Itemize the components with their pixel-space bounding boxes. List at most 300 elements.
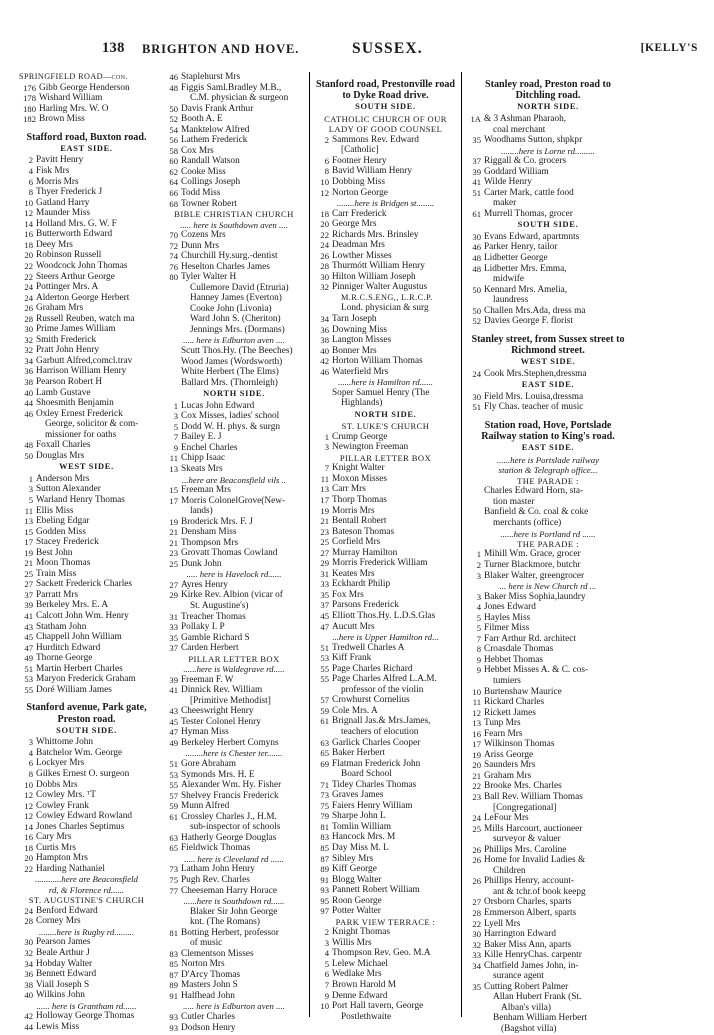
resident-name: Kiff George [332,864,377,875]
resident-name: Brown Miss [39,114,85,125]
directory-entry [19,345,154,356]
directory-entry [164,411,304,422]
directory-entry [164,114,304,125]
directory-entry [19,590,154,601]
directory-entry [467,750,629,761]
house-number: 24 [472,813,481,824]
directory-entry [19,409,154,420]
directory-entry [467,623,629,634]
directory-entry [19,611,154,622]
directory-entry [19,198,154,209]
directory-entry [315,716,456,727]
house-number: 36 [24,969,33,980]
entry-continuation: Blaker Sir John George [190,906,278,917]
street-description: Hove, Portslade Railway station to King's road. [481,419,615,443]
resident-name: Filmer Miss [484,623,530,634]
entry-continuation: tumiers [493,675,521,686]
house-number: 5 [476,612,481,623]
house-number: 50 [169,103,178,114]
directory-entry [315,759,456,770]
directory-entry [467,560,629,571]
house-number: 49 [24,653,33,664]
house-number: 9 [476,665,481,676]
entry-continuation: Children [493,865,526,876]
house-number: 178 [23,93,36,104]
house-number: 26 [472,855,481,866]
house-number: 4 [324,948,329,959]
cross-street-reference: ......here is Hamilton rd...... [338,377,433,388]
house-number: 70 [169,230,178,241]
house-number: 12 [472,707,481,718]
directory-entry [164,622,304,633]
resident-name: Jones Charles Septimus [36,821,125,832]
resident-name: Churchill Hy.surg.-dentist [181,251,278,262]
resident-name: Fisk Mrs [36,166,70,177]
resident-name: Baker Herbert [332,748,385,759]
directory-entry [315,272,456,283]
directory-entry [19,261,154,272]
house-number: 41 [169,685,178,696]
resident-name: Blogg Walter [332,874,382,885]
resident-name: Ellis Miss [36,505,74,516]
house-number: 5 [476,623,481,634]
house-number: 30 [472,231,481,242]
directory-entry [315,219,456,230]
resident-name: Dobbing Miss [332,176,385,187]
resident-name: Mills Harcourt, auctioneer [484,823,583,834]
cross-street-reference: ......here is Portland rd ...... [500,528,596,539]
resident-name: Riggall & Co. grocers [484,156,567,167]
resident-name: Oxley Ernest Frederick [36,408,123,419]
resident-name: Symonds Mrs. H. E [181,769,255,780]
resident-name: Gore Abraham [181,758,236,769]
resident-name: Hatherly George Douglas [181,832,277,843]
directory-entry [19,780,154,791]
house-number: 21 [24,558,33,569]
house-number: 68 [169,198,178,209]
resident-name: Thorne George [36,653,93,664]
house-number: 55 [24,684,33,695]
resident-name: Morris ColonelGrove(New- [181,495,286,506]
house-number: 33 [169,622,178,633]
resident-name: Orsborn Charles, sparts [484,897,572,908]
directory-entry [467,760,629,771]
resident-name: Sibley Mrs [332,853,374,864]
house-number: 47 [169,727,178,738]
house-number: 22 [320,229,329,240]
street-heading [467,420,629,442]
entry-continuation: [Primitive Methodist] [190,695,271,706]
directory-entry [467,285,629,296]
house-number: 180 [23,103,36,114]
house-number: 12 [320,187,329,198]
directory-entry [19,969,154,980]
directory-entry [315,854,456,865]
house-number: 37 [24,589,33,600]
house-number: 18 [24,842,33,853]
house-number: 58 [169,145,178,156]
directory-entry [164,167,304,178]
directory-entry [19,240,154,251]
directory-entry [19,250,154,261]
resident-name: Dinnick Rev. William [181,685,263,696]
house-number: 13 [169,464,178,474]
house-number: 20 [320,219,329,230]
house-number: 27 [320,547,329,558]
directory-entry [164,401,304,412]
house-number: 20 [472,760,481,771]
directory-entry [467,919,629,930]
resident-name: Maryon Frederick Graham [36,674,136,685]
resident-name: Steers Arthur George [36,271,115,282]
resident-name: Shelvey Francis Frederick [181,790,279,801]
directory-entry [164,685,304,696]
house-number: 15 [24,526,33,537]
directory-entry [315,600,456,611]
house-number: 41 [24,611,33,621]
house-number: 43 [24,621,33,632]
directory-entry [467,209,629,220]
resident-name: Willis Mrs [332,937,372,948]
resident-name: Thyer Frederick J [36,187,103,198]
resident-name: Norton Mrs [181,959,225,970]
resident-name: Crump George [332,431,388,442]
house-number: 35 [472,135,481,146]
cross-street-reference: rd, & Florence rd...... [48,884,125,895]
directory-entry [164,199,304,210]
directory-entry [164,843,304,854]
directory-entry [315,864,456,875]
resident-name: Anderson Mrs [36,473,90,484]
resident-name: Shoesmith Benjamin [36,398,114,409]
resident-name: Phillips Mrs. Caroline [484,844,567,855]
directory-entry [164,738,304,749]
resident-name: Wilde Henry [484,177,532,188]
directory-entry [164,548,304,559]
running-head [14,40,700,66]
resident-name: Pugh Rev. Charles [181,874,250,885]
house-number: 32 [24,334,33,345]
house-number: 93 [320,885,329,896]
house-number: 6 [28,758,33,769]
street-heading-continued: SPRINGFIELD ROAD—con. [19,72,128,81]
entry-continuation: Allan Hubert Frank (St. [493,992,582,1003]
house-number: 22 [472,918,481,929]
directory-entry [315,135,456,146]
directory-entry [164,135,304,146]
directory-entry [467,167,629,178]
directory-entry [19,335,154,346]
house-number: 3 [28,737,33,748]
institution-line: PARK VIEW TERRACE : [335,916,436,927]
house-number: 1 [28,473,33,484]
directory-entry [164,262,304,273]
directory-entry [19,674,154,685]
resident-name: Tredwell Charles A [332,642,405,653]
cross-street-reference: ..... here is Havelock rd...... [186,569,282,580]
directory-entry [467,634,629,645]
directory-entry [315,991,456,1002]
directory-entry [315,780,456,791]
directory-entry [467,655,629,666]
directory-entry [19,937,154,948]
directory-entry [315,653,456,664]
entry-continuation: ant & tchr.of book keepg [493,886,586,897]
house-number: 12 [24,790,33,801]
directory-entry [164,443,304,454]
resident-name: Cowley Frank [36,800,89,811]
entry-continuation: C.M. physician & surgeon [190,93,289,104]
directory-entry [315,230,456,241]
resident-name: Cutting Robert Palmer [484,981,569,992]
resident-name: Dunk John [181,558,222,569]
resident-name: Hancock Mrs. M [332,832,396,843]
cross-street-reference: ............here are Beaconsfield [35,874,138,885]
house-number: 12 [24,811,33,822]
resident-name: Staplehurst Mrs [181,72,241,82]
resident-name: Corney Mrs [36,916,81,927]
resident-name: Dodson Henry [181,1022,236,1033]
house-number: 61 [320,716,329,727]
directory-entry [19,685,154,696]
resident-name: Bailey E. J [181,432,222,443]
directory-entry [164,928,304,939]
resident-name: Manktelow Alfred [181,124,250,135]
entry-continuation: lands) [190,506,213,517]
directory-entry [164,177,304,188]
entry-continuation: St. Augustine's) [190,601,249,612]
resident-name: Rickett James [484,707,536,718]
directory-entry [164,791,304,802]
house-number: 1A [470,113,481,124]
directory-entry [467,253,629,264]
resident-name: Woodcock John Thomas [36,260,128,271]
house-number: 51 [472,402,481,413]
directory-entry [315,177,456,188]
entry-continuation: midwife [493,274,524,285]
house-number: 22 [24,863,33,874]
house-number: 48 [472,263,481,274]
resident-name: Bonner Mrs [332,345,377,356]
directory-entry [19,758,154,769]
house-number: 44 [24,1021,33,1032]
house-number: 18 [24,239,33,250]
resident-name: Baker Miss Ann, aparts [484,939,572,950]
resident-name: Gilkes Ernest O. surgeon [36,768,130,779]
directory-entry [315,801,456,812]
house-number: 59 [169,801,178,812]
directory-entry [467,792,629,803]
side-heading: NORTH SIDE. [354,409,417,419]
directory-entry [467,613,629,624]
house-number: 73 [320,790,329,801]
cross-street-reference: station & Telegraph office... [498,465,598,476]
house-number: 34 [24,355,33,366]
house-number: 6 [324,969,329,980]
directory-entry [315,251,456,262]
house-number: 34 [472,960,481,971]
directory-entry [19,843,154,854]
directory-entry [467,908,629,919]
directory-entry [19,219,154,230]
resident-name: Evans Edward, apartmnts [484,231,580,242]
directory-entry [467,306,629,317]
cross-street-reference: ......here is Portslade railway [496,454,600,465]
house-number: 22 [24,260,33,271]
resident-name: Langton Misses [332,335,392,346]
house-number: 36 [320,324,329,335]
resident-name: Robinson Russell [36,250,102,261]
house-number: 51 [320,642,329,653]
house-number: 30 [472,929,481,940]
directory-entry [315,738,456,749]
resident-name: Sackett Frederick Charles [36,579,133,590]
directory-entry [467,592,629,603]
side-heading: NORTH SIDE. [203,389,265,399]
house-number: 8 [324,166,329,177]
resident-name: Towner Robert [181,198,237,209]
resident-name: Halfhead John [181,990,235,1001]
directory-entry [19,356,154,367]
resident-name: Kiff Frank [332,653,372,664]
entry-continuation: surveyor & valuer [493,834,561,845]
directory-entry [467,665,629,676]
house-number: 65 [320,748,329,759]
house-number: 18 [320,208,329,219]
entry-continuation: merchants (office) [493,517,562,528]
directory-entry [19,398,154,409]
directory-entry [19,474,154,485]
house-number: 17 [24,537,33,548]
house-number: 24 [24,905,33,916]
resident-name: Lyell Mrs [484,918,521,929]
directory-entry [19,980,154,991]
directory-entry [164,1012,304,1023]
resident-name: Lamb Gustave [36,387,91,398]
house-number: 85 [169,959,178,970]
resident-name: Waterfield Mrs [332,366,389,377]
resident-name: Clementson Misses [181,948,254,959]
house-number: 38 [320,335,329,346]
house-number: 87 [320,853,329,864]
house-number: 47 [320,621,329,632]
resident-name: Ayres Henry [181,579,228,590]
directory-entry [19,377,154,388]
institution-line: THE PARADE : [517,475,579,486]
directory-entry [164,188,304,199]
directory-entry [164,580,304,591]
directory-entry [19,822,154,833]
house-number: 52 [472,316,481,327]
directory-entry [164,949,304,960]
house-number: 21 [320,516,329,527]
resident-name: Kennard Mrs. Amelia, [484,284,568,295]
house-number: 22 [472,781,481,792]
resident-name: Davis Frank Arthur [181,103,254,114]
resident-name: Faiers Henry William [332,800,413,811]
directory-entry [315,495,456,506]
directory-entry [467,114,629,125]
directory-entry-unnumbered: White Herbert (The Elms) [181,367,279,378]
directory-entry [164,104,304,115]
house-number: 75 [169,874,178,885]
directory-entry [19,282,154,293]
resident-name: Hyman Miss [181,727,229,738]
directory-entry [467,188,629,199]
house-number: 80 [169,272,178,283]
house-number: 60 [169,156,178,167]
directory-entry [315,346,456,357]
resident-name: Cox Mrs [181,145,214,156]
resident-name: Warland Henry Thomas [36,494,125,505]
house-number: 17 [169,495,178,506]
house-number: 10 [24,197,33,208]
resident-name: Harling Mrs. W. O [39,103,109,114]
house-number: 30 [320,271,329,282]
resident-name: Gamble Richard S [181,632,250,643]
cross-street-reference: ... here is New Church rd ... [499,581,597,592]
house-number: 24 [320,240,329,251]
directory-entry [164,759,304,770]
resident-name: Latham John Henry [181,864,255,875]
house-number: 26 [472,844,481,855]
house-number: 37 [169,643,178,654]
directory-entry [164,706,304,717]
directory-entry [19,737,154,748]
resident-name: Aucutt Mrs [332,621,375,632]
house-number: 85 [320,842,329,853]
directory-entry [164,959,304,970]
entry-continuation: Cullemore David (Etruria) [190,282,289,293]
resident-name: Garbutt Alfred,comcl.trav [36,355,133,366]
house-number: 1 [173,400,178,411]
house-number: 77 [169,885,178,896]
resident-name: Cozens Mrs [181,230,226,241]
resident-name: Keates Mrs [332,568,375,579]
resident-name: Hayles Miss [484,612,531,623]
house-number: 24 [24,282,33,293]
directory-entry [467,264,629,275]
directory-entry [315,885,456,896]
house-number: 8 [28,768,33,779]
resident-name: Dunn Mrs [181,240,219,251]
house-number: 2 [324,134,329,145]
house-number: 95 [320,895,329,906]
resident-name: Murray Hamilton [332,547,398,558]
house-number: 19 [320,505,329,516]
resident-name: Harrington Edward [484,929,557,940]
directory-entry [315,664,456,675]
resident-name: Treacher Thomas [181,611,246,622]
house-number: 51 [169,758,178,769]
directory-entry [164,230,304,241]
house-number: 3 [324,442,329,453]
resident-name: Farr Arthur Rd. architect [484,633,576,644]
resident-name: Norton George [332,187,388,198]
directory-entry [467,316,629,327]
house-number: 176 [23,82,36,93]
house-number: 46 [169,72,178,82]
directory-entry [315,463,456,474]
house-number: 10 [320,176,329,187]
street-description: from Sussex street to Richmond street. [511,333,625,357]
directory-entry [164,780,304,791]
directory-entry [315,156,456,167]
directory-entry [315,367,456,378]
house-number: 32 [24,947,33,958]
resident-name: Chipp Isaac [181,453,226,464]
house-number: 31 [320,568,329,579]
